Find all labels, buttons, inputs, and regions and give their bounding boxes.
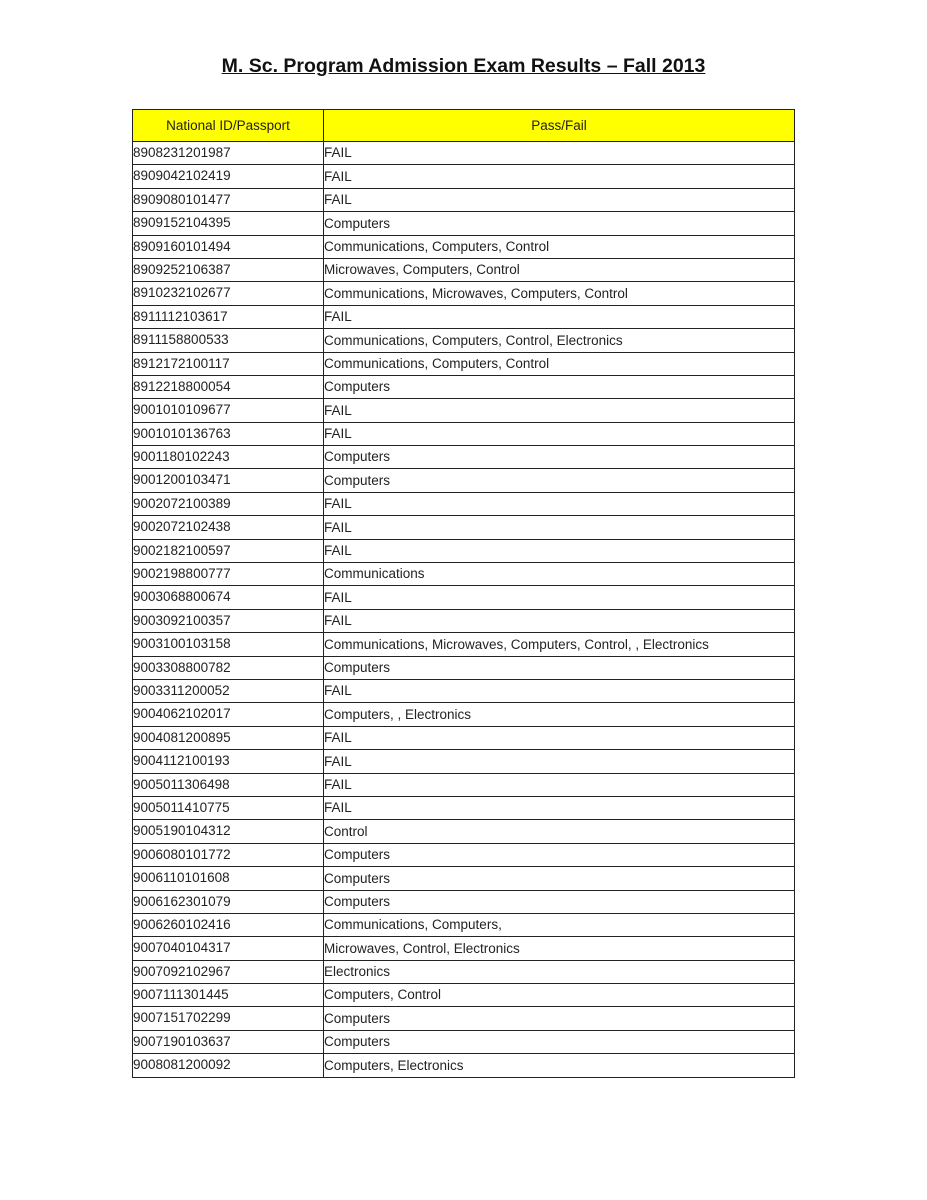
table-body: [133, 142, 795, 1078]
result-cell: Communications, Computers, Control, Electronics: [324, 329, 795, 352]
table-row: [133, 679, 795, 702]
national-id-cell: 9003092100357: [133, 609, 324, 632]
national-id-cell: 9004081200895: [133, 726, 324, 749]
table-row: [133, 235, 795, 258]
table-row: [133, 258, 795, 281]
table-row: [133, 984, 795, 1007]
result-cell: FAIL: [324, 142, 795, 165]
national-id-cell: 9004062102017: [133, 703, 324, 726]
result-cell: Computers: [324, 446, 795, 469]
result-cell: FAIL: [324, 165, 795, 188]
result-cell: Communications, Computers,: [324, 913, 795, 936]
result-cell: FAIL: [324, 679, 795, 702]
result-cell: Computers: [324, 469, 795, 492]
result-cell: FAIL: [324, 609, 795, 632]
result-cell: Control: [324, 820, 795, 843]
results-table: [132, 109, 795, 1078]
national-id-cell: 9001180102243: [133, 446, 324, 469]
result-cell: Communications, Computers, Control: [324, 352, 795, 375]
result-cell: FAIL: [324, 188, 795, 211]
national-id-cell: 8911158800533: [133, 329, 324, 352]
result-cell: Microwaves, Computers, Control: [324, 258, 795, 281]
result-cell: Electronics: [324, 960, 795, 983]
result-cell: FAIL: [324, 399, 795, 422]
table-row: [133, 633, 795, 656]
result-cell: FAIL: [324, 539, 795, 562]
national-id-cell: 8908231201987: [133, 142, 324, 165]
result-cell: Computers, , Electronics: [324, 703, 795, 726]
result-cell: FAIL: [324, 773, 795, 796]
table-row: [133, 750, 795, 773]
table-row: [133, 446, 795, 469]
table-row: [133, 843, 795, 866]
result-cell: FAIL: [324, 516, 795, 539]
table-row: [133, 212, 795, 235]
result-cell: Communications: [324, 563, 795, 586]
table-row: [133, 469, 795, 492]
result-cell: Communications, Microwaves, Computers, Control: [324, 282, 795, 305]
national-id-cell: 9006080101772: [133, 843, 324, 866]
result-cell: FAIL: [324, 305, 795, 328]
header-national-id: National ID/Passport: [133, 110, 324, 142]
table-row: [133, 609, 795, 632]
result-cell: FAIL: [324, 586, 795, 609]
table-row: [133, 820, 795, 843]
table-row: [133, 188, 795, 211]
table-row: [133, 539, 795, 562]
result-cell: FAIL: [324, 726, 795, 749]
national-id-cell: 8912172100117: [133, 352, 324, 375]
national-id-cell: 9008081200092: [133, 1054, 324, 1077]
national-id-cell: 8912218800054: [133, 375, 324, 398]
table-row: [133, 773, 795, 796]
result-cell: Computers: [324, 867, 795, 890]
result-cell: FAIL: [324, 750, 795, 773]
result-cell: Computers, Control: [324, 984, 795, 1007]
national-id-cell: 9007111301445: [133, 984, 324, 1007]
result-cell: Microwaves, Control, Electronics: [324, 937, 795, 960]
national-id-cell: 9001200103471: [133, 469, 324, 492]
table-row: [133, 726, 795, 749]
table-row: [133, 1007, 795, 1030]
national-id-cell: 9007092102967: [133, 960, 324, 983]
result-cell: Computers: [324, 1007, 795, 1030]
national-id-cell: 9005011306498: [133, 773, 324, 796]
result-cell: Communications, Microwaves, Computers, Control, , Electronics: [324, 633, 795, 656]
national-id-cell: 8909042102419: [133, 165, 324, 188]
national-id-cell: 8909160101494: [133, 235, 324, 258]
national-id-cell: 9001010136763: [133, 422, 324, 445]
national-id-cell: 9001010109677: [133, 399, 324, 422]
table-row: [133, 1054, 795, 1077]
national-id-cell: 9005011410775: [133, 796, 324, 819]
result-cell: Computers, Electronics: [324, 1054, 795, 1077]
result-cell: Computers: [324, 890, 795, 913]
national-id-cell: 9007040104317: [133, 937, 324, 960]
national-id-cell: 9006162301079: [133, 890, 324, 913]
table-row: [133, 399, 795, 422]
table-row: [133, 563, 795, 586]
table-row: [133, 796, 795, 819]
header-pass-fail: Pass/Fail: [324, 110, 795, 142]
national-id-cell: 9003068800674: [133, 586, 324, 609]
result-cell: Computers: [324, 656, 795, 679]
national-id-cell: 9006260102416: [133, 913, 324, 936]
result-cell: FAIL: [324, 796, 795, 819]
table-row: [133, 329, 795, 352]
national-id-cell: 9002072102438: [133, 516, 324, 539]
result-cell: FAIL: [324, 492, 795, 515]
result-cell: Communications, Computers, Control: [324, 235, 795, 258]
national-id-cell: 8909252106387: [133, 258, 324, 281]
national-id-cell: 8910232102677: [133, 282, 324, 305]
result-cell: Computers: [324, 375, 795, 398]
table-row: [133, 142, 795, 165]
result-cell: FAIL: [324, 422, 795, 445]
table-row: [133, 492, 795, 515]
table-row: [133, 913, 795, 936]
table-row: [133, 703, 795, 726]
table-row: [133, 656, 795, 679]
table-row: [133, 867, 795, 890]
national-id-cell: 8909080101477: [133, 188, 324, 211]
national-id-cell: 9005190104312: [133, 820, 324, 843]
result-cell: Computers: [324, 843, 795, 866]
national-id-cell: 9002072100389: [133, 492, 324, 515]
table-row: [133, 586, 795, 609]
table-row: [133, 516, 795, 539]
table-row: [133, 305, 795, 328]
national-id-cell: 9007151702299: [133, 1007, 324, 1030]
table-row: [133, 960, 795, 983]
national-id-cell: 8911112103617: [133, 305, 324, 328]
table-row: [133, 1030, 795, 1053]
national-id-cell: 9003100103158: [133, 633, 324, 656]
national-id-cell: 9004112100193: [133, 750, 324, 773]
table-row: [133, 352, 795, 375]
national-id-cell: 9002198800777: [133, 563, 324, 586]
table-header-row: [133, 110, 795, 142]
page-title: M. Sc. Program Admission Exam Results – Fall 2013: [221, 55, 706, 77]
table-row: [133, 422, 795, 445]
table-row: [133, 165, 795, 188]
table-row: [133, 375, 795, 398]
table-row: [133, 890, 795, 913]
national-id-cell: 9007190103637: [133, 1030, 324, 1053]
result-cell: Computers: [324, 212, 795, 235]
result-cell: Computers: [324, 1030, 795, 1053]
table-row: [133, 937, 795, 960]
national-id-cell: 9003311200052: [133, 679, 324, 702]
national-id-cell: 8909152104395: [133, 212, 324, 235]
national-id-cell: 9006110101608: [133, 867, 324, 890]
national-id-cell: 9003308800782: [133, 656, 324, 679]
national-id-cell: 9002182100597: [133, 539, 324, 562]
table-row: [133, 282, 795, 305]
